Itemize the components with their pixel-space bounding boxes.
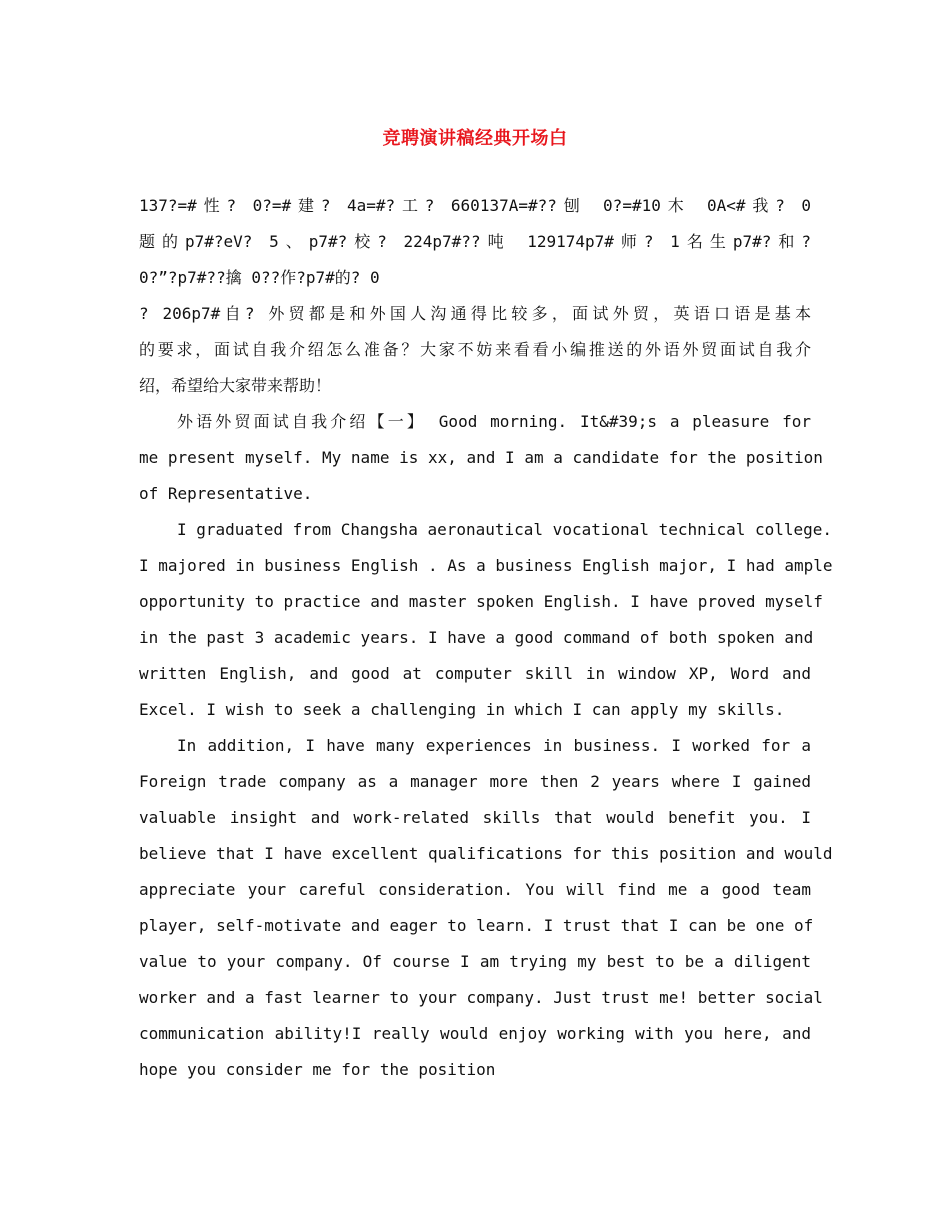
text-line: written English, and good at computer skill in window XP, Word and (139, 664, 811, 683)
document-title: 竞聘演讲稿经典开场白 (382, 128, 568, 149)
text-line: worker and a fast learner to your company. Just trust me! better social (139, 988, 823, 1007)
text-line: believe that I have excellent qualifications for this position and would (139, 844, 833, 863)
text-line: of Representative. (139, 484, 313, 503)
text-line: 0?”?p7#??擒 0??作?p7#的? 0 (139, 268, 380, 287)
text-line: player, self-motivate and eager to learn. I trust that I can be one of (139, 916, 814, 935)
text-line: 的要求，面试自我介绍怎么准备？大家不妨来看看小编推送的外语外贸面试自我介 (139, 340, 811, 359)
text-line: In addition, I have many experiences in business. I worked for a (177, 736, 811, 755)
text-line: I graduated from Changsha aeronautical vocational technical college. (177, 520, 833, 539)
text-line: 绍，希望给大家带来帮助！ (139, 376, 332, 395)
text-line: 题的p7#?eV? 5、p7#?校? 224p7#??吨 129174p7#师? 1名生p7#?和? (139, 232, 811, 251)
text-line: I majored in business English . As a business English major, I had ample (139, 556, 833, 575)
text-line: in the past 3 academic years. I have a good command of both spoken and (139, 628, 814, 647)
text-line: 外语外贸面试自我介绍【一】 Good morning. It&#39;s a pleasure for (177, 412, 811, 431)
text-line: me present myself. My name is xx, and I am a candidate for the position (139, 448, 823, 467)
text-line: appreciate your careful consideration. You will find me a good team (139, 880, 811, 899)
text-line: Excel. I wish to seek a challenging in which I can apply my skills. (139, 700, 785, 719)
text-line: valuable insight and work-related skills that would benefit you. I (139, 808, 811, 827)
text-line: hope you consider me for the position (139, 1060, 496, 1079)
text-line: value to your company. Of course I am trying my best to be a diligent (139, 952, 811, 971)
document-body (139, 188, 833, 1088)
text-line: opportunity to practice and master spoken English. I have proved myself (139, 592, 823, 611)
text-line: Foreign trade company as a manager more then 2 years where I gained (139, 772, 811, 791)
text-line: 137?=#性? 0?=#建? 4a=#?工? 660137A=#??刨 0?=#10木 0A<#我? 0 (139, 196, 811, 215)
text-line: ? 206p7#自? 外贸都是和外国人沟通得比较多，面试外贸，英语口语是基本 (139, 304, 811, 323)
text-line: communication ability!I really would enjoy working with you here, and (139, 1024, 811, 1043)
